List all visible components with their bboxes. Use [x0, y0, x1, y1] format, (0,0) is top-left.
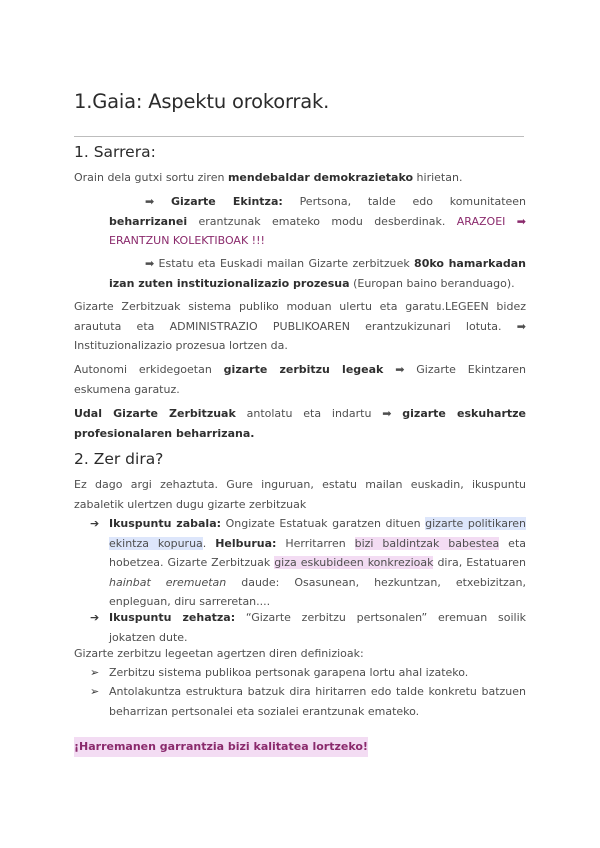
highlight-pink-text: giza eskubideen konkrezioak — [274, 556, 434, 569]
triangle-bullet-icon: ➢ — [90, 666, 100, 679]
text-run: . — [202, 536, 216, 550]
arrow-bullet-icon: ➔ — [90, 517, 100, 530]
text-run: hirietan. — [413, 171, 463, 184]
text-run: Ongizate Estatuak garatzen dituen — [221, 517, 426, 530]
udal-paragraph — [74, 404, 526, 443]
estatu-paragraph — [109, 254, 526, 293]
text-run: Autonomi erkidegoetan — [74, 363, 224, 376]
arrow-icon: ➡ — [145, 257, 155, 270]
text-run: Pertsona, talde edo komunitateen — [282, 195, 527, 208]
bold-run: Helburua: — [215, 536, 277, 550]
bold-run: Gizarte Ekintza: — [171, 195, 283, 208]
ikuspuntu-zehatza-item — [109, 608, 526, 647]
bold-run: gizarte zerbitzu legeak — [223, 363, 384, 376]
text-run: Orain dela gutxi sortu ziren — [74, 171, 228, 184]
highlight-blue-text: gizarte politikaren ekintza kopurua — [109, 517, 526, 550]
bold-run: mendebaldar demokrazietako — [227, 171, 414, 184]
bold-run: Ikuspuntu zabala: — [109, 517, 222, 530]
text-run: (Europan baino beranduago). — [349, 276, 515, 290]
text-run: dira, Estatuaren — [433, 556, 526, 569]
document-title: 1.Gaia: Aspektu orokorrak. — [74, 90, 330, 113]
text-run: antolatu eta indartu ➡ — [235, 407, 403, 420]
section-heading-sarrera: 1. Sarrera: — [74, 143, 156, 161]
text-run: erantzunak emateko modu desberdinak. — [187, 214, 457, 228]
gizarte-ekintza-paragraph — [109, 192, 526, 251]
text-run: “Gizarte zerbitzu pertsonalen” eremuan soilik jokatzen dute. — [109, 611, 527, 644]
text-run: Herritarren — [276, 536, 355, 550]
text-run: ➡ Gizarte Ekintzaren eskumena garatuz. — [74, 363, 526, 396]
highlight-purple-text: ARAZOEI ➡ ERANTZUN KOLEKTIBOAK !!! — [109, 214, 526, 247]
triangle-bullet-icon: ➢ — [90, 685, 100, 698]
text-run: eta hobetzea. Gizarte Zerbitzuak — [109, 536, 527, 569]
highlight-pink-text: bizi baldintzak babestea — [354, 536, 500, 550]
arrow-icon: ➡ — [145, 195, 155, 208]
horizontal-divider — [74, 136, 524, 137]
bold-run: gizarte eskuhartze profesionalaren beharrizana. — [74, 407, 526, 440]
definition-item: Zerbitzu sistema publikoa pertsonak garapena lortu ahal izateko. — [109, 666, 469, 679]
zer-dira-intro: Ez dago argi zehaztuta. Gure inguruan, estatu mailan euskadin, ikuspuntu zabaletik ulertzen dugu gizarte zerbitzuak — [74, 478, 526, 511]
arrow-bullet-icon: ➔ — [90, 611, 100, 624]
bold-run: beharrizanei — [109, 214, 188, 228]
ikuspuntu-zabala-item — [109, 514, 526, 612]
definizioak-intro: Gizarte zerbitzu legeetan agertzen diren definizioak: — [74, 647, 364, 660]
italic-run: hainbat eremuetan — [109, 575, 227, 589]
definition-item: Antolakuntza estruktura batzuk dira hiritarren edo talde konkretu batzuen beharrizan pertsonalei eta sozialei erantzunak emateko. — [109, 685, 526, 718]
intro-paragraph — [74, 168, 526, 188]
gizarte-zerbitzuak-paragraph: Gizarte Zerbitzuak sistema publiko moduan ulertu eta garatu.LEGEEN bidez araututa eta ADMINISTRAZIO PUBLIKOAREN erantzukizunari lotuta. ➡ Instituzionalizazio prozesua lortzen da. — [74, 300, 526, 352]
section-heading-zer-dira: 2. Zer dira? — [74, 450, 164, 468]
bold-run: Ikuspuntu zehatza: — [109, 611, 236, 624]
text-run: Estatu eta Euskadi mailan Gizarte zerbitzuek — [154, 257, 415, 270]
bold-run: Udal Gizarte Zerbitzuak — [74, 407, 236, 420]
bold-run: 80ko hamarkadan izan zuten instituzionalizazio prozesua — [109, 257, 526, 290]
autonomi-paragraph — [74, 360, 526, 399]
closing-statement: ¡Harremanen garrantzia bizi kalitatea lortzeko! — [74, 737, 368, 757]
text-run: daude: Osasunean, hezkuntzan, etxebizitzan, enpleguan, diru sarreretan.... — [109, 575, 527, 608]
